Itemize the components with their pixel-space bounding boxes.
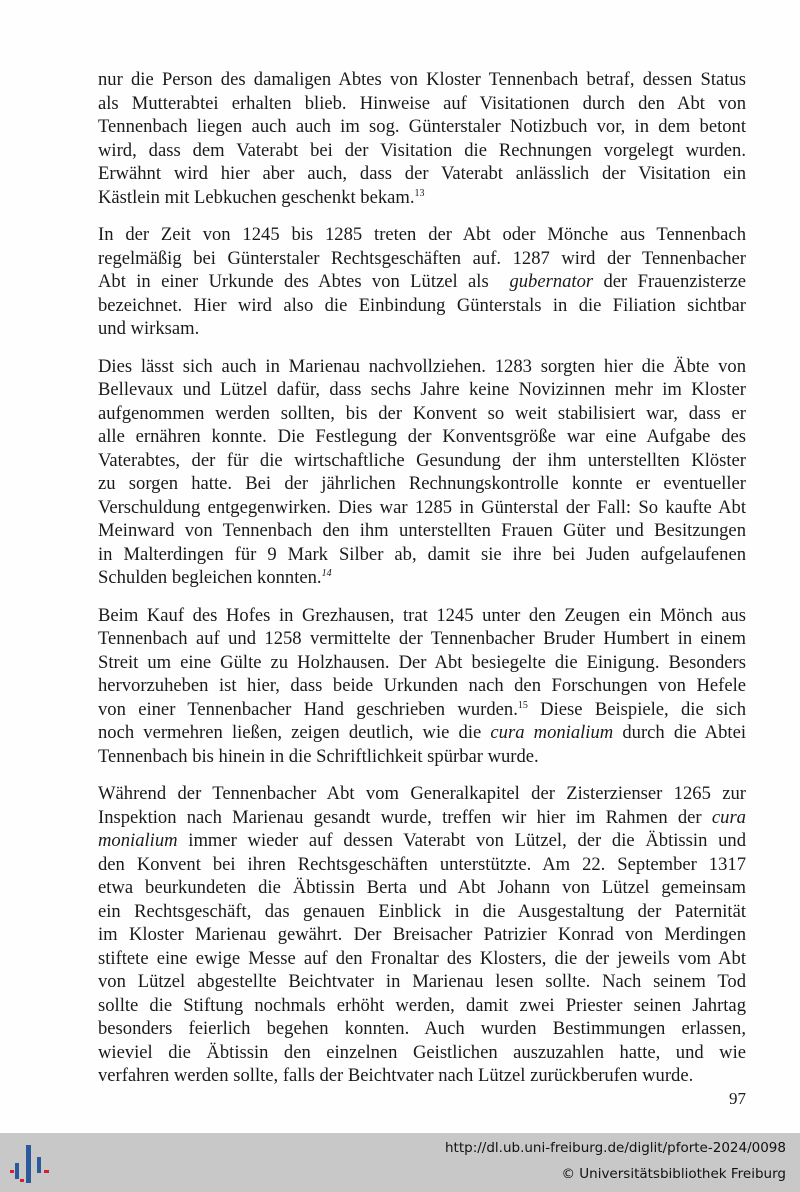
text-line: hervorzuheben ist hier, dass beide Urkunden nach den Forschungen von Hefele: [98, 675, 746, 696]
text-line: bezeichnet. Hier wird also die Einbindung Günterstals in die Filiation sichtbar: [98, 294, 746, 316]
text-line: den Konvent bei ihren Rechtsgeschäften unterstützte. Am 22. September 1317: [98, 853, 746, 875]
text-line: wieviel die Äbtissin den einzelnen Geistlichen auszuzahlen hatte, und wie: [98, 1041, 746, 1063]
text-fragment: immer wieder auf dessen Vaterabt von Lützel, der die Äbtissin und: [188, 830, 746, 851]
text-line: Tennenbach bis hinein in die Schriftlichkeit spürbar wurde.: [98, 745, 539, 767]
text-fragment: der Frauenzisterze: [603, 271, 747, 292]
footnote-ref[interactable]: 13: [414, 187, 425, 199]
text-line: [98, 721, 746, 745]
text-line: Vaterabtes, der für die wirtschaftliche Gesundung der ihm unterstellten Klöster: [98, 449, 746, 471]
text-line: besonders feierlich begehen konnten. Auch wurden Bestimmungen erlassen,: [98, 1018, 746, 1039]
text-fragment: noch vermehren ließen, zeigen deutlich, wie die: [98, 722, 482, 743]
text-line: Tennenbach liegen auch auch im sog. Günterstaler Notizbuch vor, in dem betont: [98, 116, 746, 137]
text-line: wird, dass dem Vaterabt bei der Visitation die Rechnungen vorgelegt wurden.: [98, 139, 746, 161]
text-fragment: Kästlein mit Lebkuchen geschenkt bekam.: [98, 186, 415, 208]
text-line: von Lützel abgestellte Beichtvater in Marienau lesen sollte. Nach seinem Tod: [98, 971, 746, 992]
text-line: und wirksam.: [98, 318, 200, 339]
copyright-text: © Universitätsbibliothek Freiburg: [561, 1166, 786, 1182]
logo-dash: [20, 1179, 24, 1182]
text-line: [98, 566, 746, 590]
text-line: alle ernähren konnte. Die Festlegung der Konventsgröße war eine Aufgabe des: [98, 426, 746, 447]
text-fragment: durch die Abtei: [613, 722, 746, 743]
logo-bar: [15, 1163, 19, 1179]
text-line: sollte die Stiftung nochmals erhöht werden, damit zwei Priester seinen Jahrtag: [98, 994, 746, 1016]
text-fragment: Abt in einer Urkunde des Abtes von Lützel als: [98, 271, 489, 292]
text-line: [98, 806, 746, 830]
text-line: aufgenommen werden sollten, bis der Konvent so weit stabilisiert war, dass er: [98, 402, 746, 424]
body-text: [98, 68, 746, 1102]
source-url-link[interactable]: http://dl.ub.uni-freiburg.de/diglit/pforte-2024/0098: [444, 1140, 786, 1156]
text-line: Tennenbach auf und 1258 vermittelte der Tennenbacher Bruder Humbert in einem: [98, 628, 746, 649]
text-line: [98, 186, 746, 210]
text-line: In der Zeit von 1245 bis 1285 treten der Abt oder Mönche aus Tennenbach: [98, 224, 746, 245]
text-fragment: Schulden begleichen konnten.: [98, 567, 322, 588]
text-line: als Mutterabtei erhalten blieb. Hinweise auf Visitationen durch den Abt von: [98, 92, 746, 114]
text-line: [98, 270, 746, 294]
text-line: [98, 829, 746, 853]
italic-term: cura: [711, 806, 746, 828]
text-line: nur die Person des damaligen Abtes von Kloster Tennenbach betraf, dessen Status: [98, 69, 746, 90]
text-line: Beim Kauf des Hofes in Grezhausen, trat 1245 unter den Zeugen ein Mönch aus: [98, 604, 746, 626]
text-line: ein Rechtsgeschäft, das genauen Einblick in die Ausgestaltung der Paternität: [98, 900, 746, 922]
italic-term: gubernator: [509, 271, 594, 292]
text-line: etwa beurkundeten die Äbtissin Berta und Abt Johann von Lützel gemeinsam: [98, 877, 746, 898]
footer-bar: [0, 1133, 800, 1192]
text-line: regelmäßig bei Günterstaler Rechtsgeschäften auf. 1287 wird der Tennenbacher: [98, 247, 746, 269]
italic-term: cura monialium: [490, 722, 614, 743]
paragraph-4: [98, 604, 746, 769]
text-line: Bellevaux und Lützel dafür, dass sechs Jahre keine Novizinnen mehr im Kloster: [98, 379, 746, 400]
text-fragment: Diese Beispiele, die sich: [527, 698, 747, 720]
text-line: [98, 698, 746, 722]
italic-term: monialium: [98, 830, 178, 851]
library-logo-icon: [10, 1143, 50, 1185]
paragraph-2: [98, 223, 746, 341]
text-line: Meinward von Tennenbach den ihm unterstellten Frauen Güter und Besitzungen: [98, 520, 746, 541]
text-line: Während der Tennenbacher Abt vom Generalkapitel der Zisterzienser 1265 zur: [98, 783, 746, 804]
text-line: stiftete eine ewige Messe auf den Fronaltar des Klosters, die der jeweils vom Abt: [98, 947, 746, 969]
text-line: in Malterdingen für 9 Mark Silber ab, damit sie ihre bei Juden aufgelaufenen: [98, 543, 746, 565]
logo-dash: [10, 1170, 14, 1173]
text-line: im Kloster Marienau gewährt. Der Breisacher Patrizier Konrad von Merdingen: [98, 924, 746, 945]
text-fragment: Inspektion nach Marienau gesandt wurde, treffen wir hier im Rahmen der: [98, 806, 702, 828]
text-line: Dies lässt sich auch in Marienau nachvollziehen. 1283 sorgten hier die Äbte von: [98, 355, 746, 377]
footnote-ref[interactable]: 15: [517, 699, 528, 711]
paragraph-5: [98, 782, 746, 1088]
footnote-ref[interactable]: 14: [321, 567, 332, 579]
page-number: 97: [729, 1089, 746, 1108]
text-line: verfahren werden sollte, falls der Beichtvater nach Lützel zurückberufen wurde.: [98, 1065, 694, 1086]
logo-bar: [37, 1157, 41, 1173]
text-line: Verschuldung entgegenwirken. Dies war 1285 in Günterstal der Fall: So kaufte Abt: [98, 496, 746, 518]
logo-dash: [44, 1170, 49, 1173]
text-line: Erwähnt wird hier aber auch, dass der Vaterabt anlässlich der Visitation ein: [98, 163, 746, 184]
text-line: Streit um eine Gülte zu Holzhausen. Der Abt besiegelte die Einigung. Besonders: [98, 651, 746, 673]
paragraph-1: [98, 68, 746, 209]
text-line: zu sorgen hatte. Bei der jährlichen Rechnungskontrolle konnte er eventueller: [98, 473, 746, 494]
paragraph-3: [98, 355, 746, 590]
logo-bar: [26, 1145, 31, 1183]
text-fragment: von einer Tennenbacher Hand geschrieben wurden.: [98, 698, 518, 720]
